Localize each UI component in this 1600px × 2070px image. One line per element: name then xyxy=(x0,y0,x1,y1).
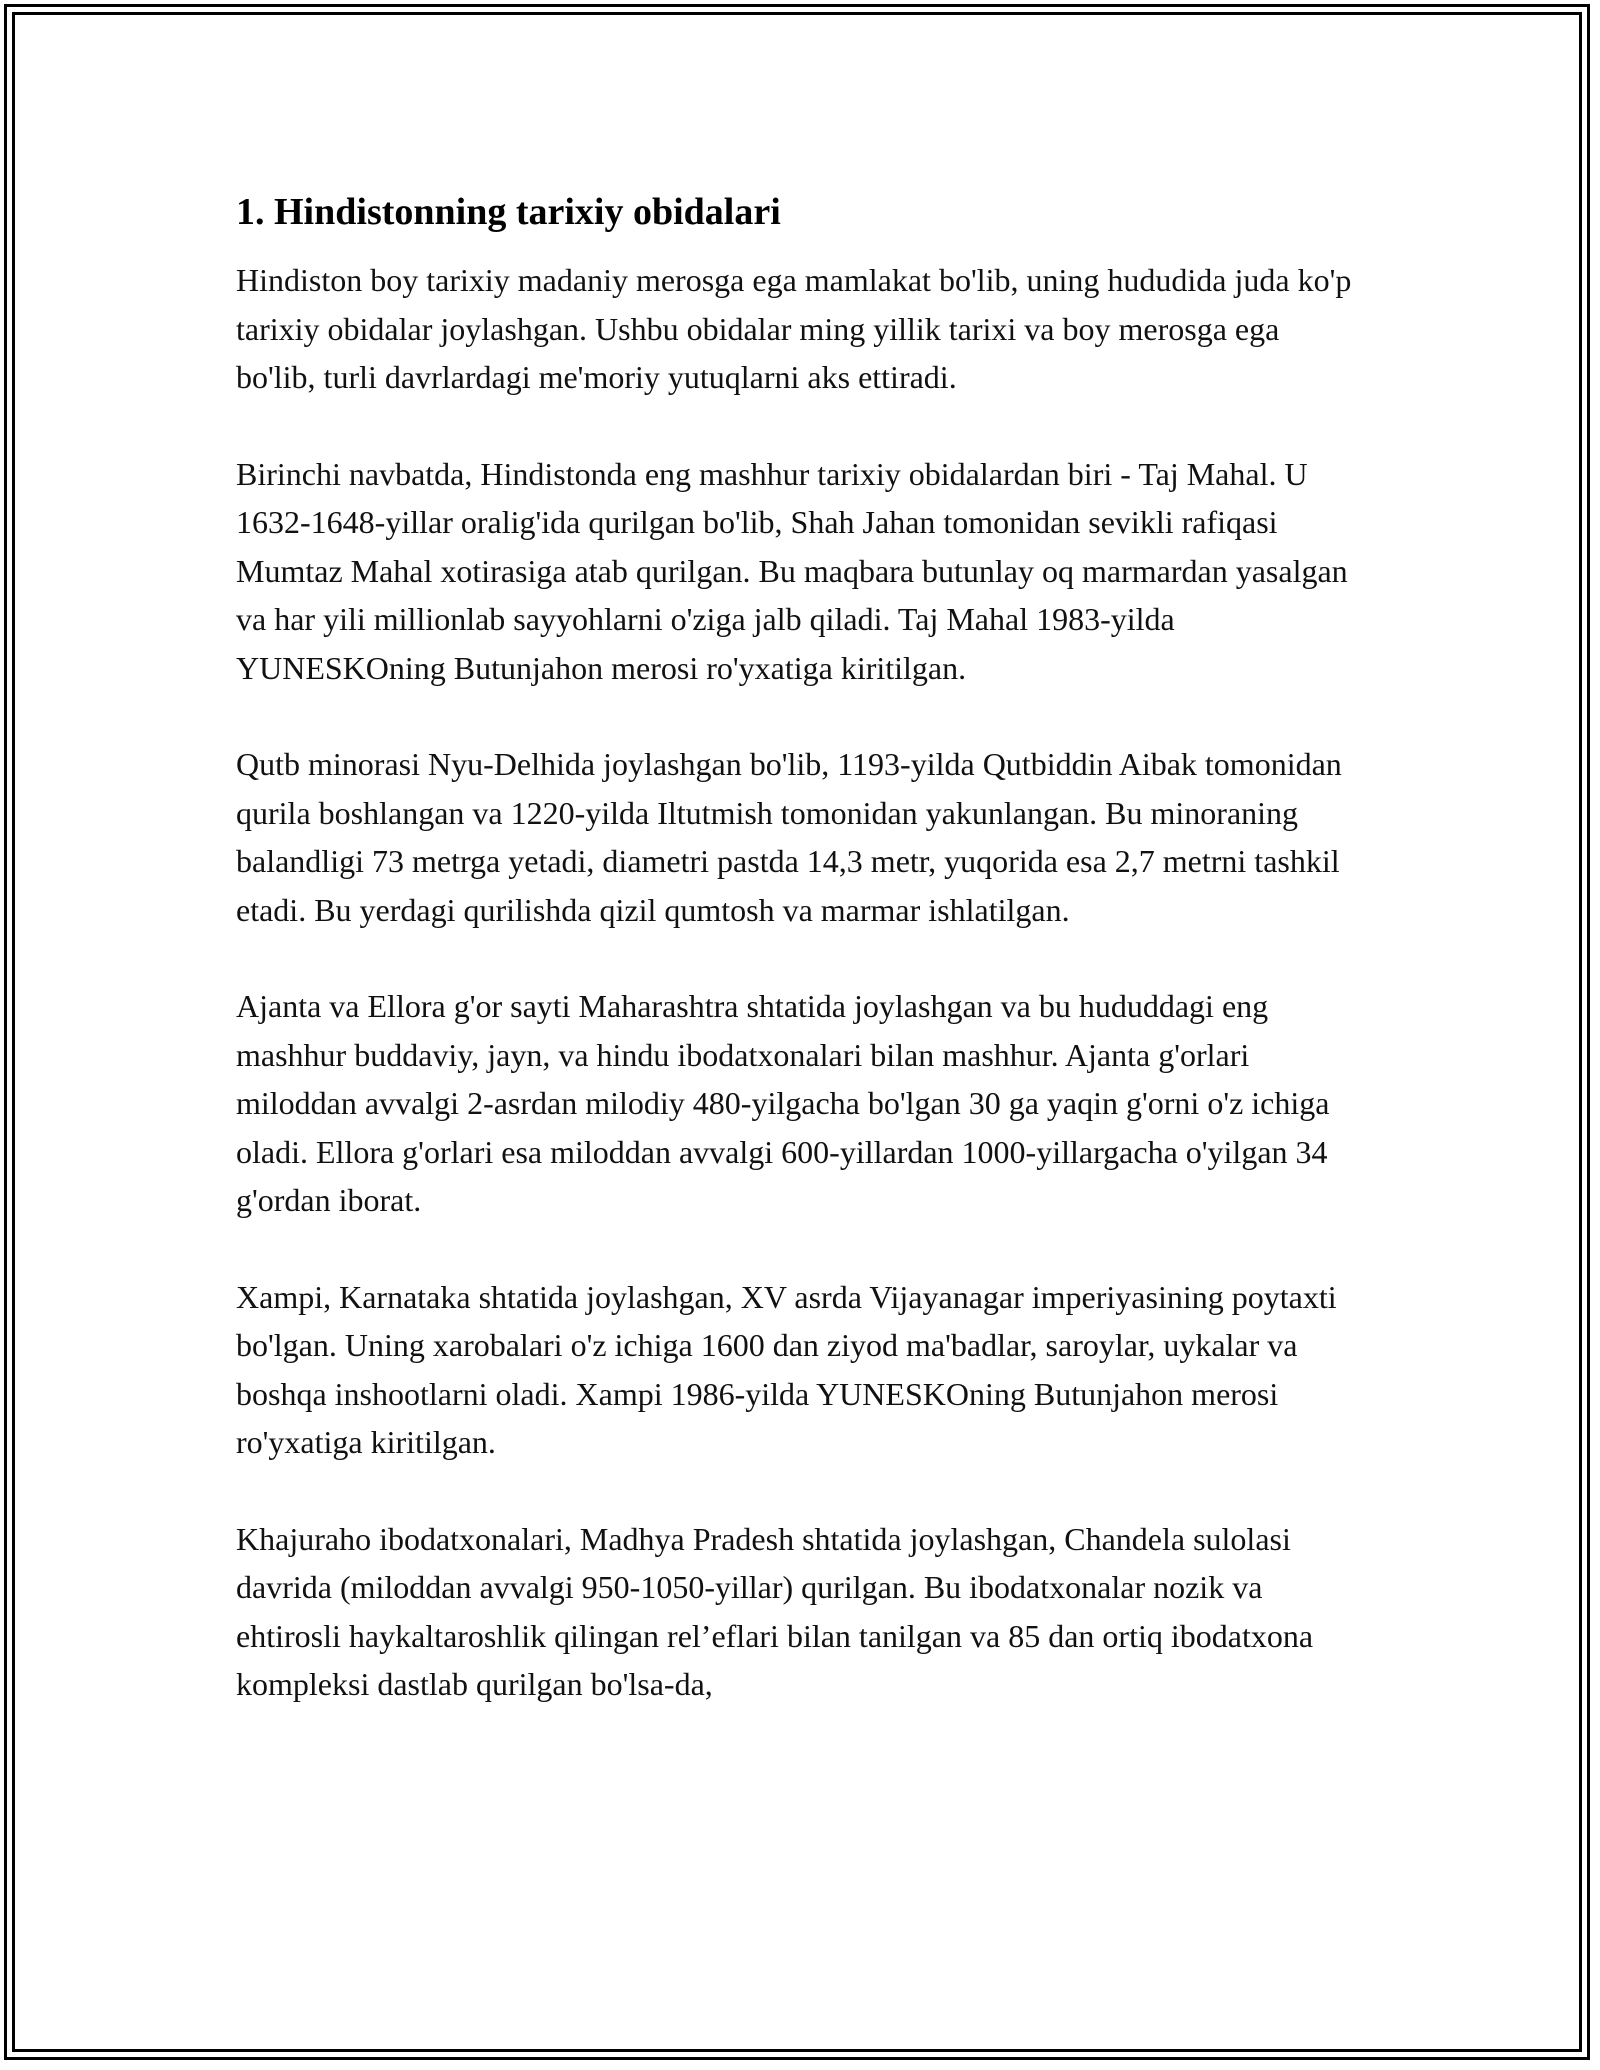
document-body xyxy=(236,188,1366,1757)
paragraph-khajuraho: Khajuraho ibodatxonalari, Madhya Pradesh shtatida joylashgan, Chandela sulolasi davrida (miloddan avvalgi 950-1050-yillar) qurilgan. Bu ibodatxonalar nozik va ehtirosli haykaltaroshlik qilingan rel’eflari bilan tanilgan va 85 dan ortiq ibodatxona kompleksi dastlab qurilgan bo'lsa-da, xyxy=(236,1520,1314,1702)
paragraph-ajanta-ellora: Ajanta va Ellora g'or sayti Maharashtra shtatida joylashgan va bu hududdagi eng mashhur buddaviy, jayn, va hindu ibodatxonalari bilan mashhur. Ajanta g'orlari miloddan avvalgi 2-asrdan milodiy 480-yilgacha bo'lgan 30 ga yaqin g'orni o'z ichiga oladi. Ellora g'orlari esa miloddan avvalgi 600-yillardan 1000-yillargacha o'yilgan 34 g'ordan iborat. xyxy=(236,988,1330,1218)
paragraph-taj-mahal: Birinchi navbatda, Hindistonda eng mashhur tarixiy obidalardan biri - Taj Mahal. U 1632-1648-yillar oralig'ida qurilgan bo'lib, Shah Jahan tomonidan sevikli rafiqasi Mumtaz Mahal xotirasiga atab qurilgan. Bu maqbara butunlay oq marmardan yasalgan va har yili millionlab sayyohlarni o'ziga jalb qiladi. Taj Mahal 1983-yilda YUNESKOning Butunjahon merosi ro'yxatiga kiritilgan. xyxy=(236,455,1348,686)
paragraph-qutb-minar: Qutb minorasi Nyu-Delhida joylashgan bo'lib, 1193-yilda Qutbiddin Aibak tomonidan qurila boshlangan va 1220-yilda Iltutmish tomonidan yakunlangan. Bu minoraning balandligi 73 metrga yetadi, diametri pastda 14,3 metr, yuqorida esa 2,7 metrni tashkil etadi. Bu yerdagi qurilishda qizil qumtosh va marmar ishlatilgan. xyxy=(236,746,1342,928)
paragraph-intro: Hindiston boy tarixiy madaniy merosga ega mamlakat bo'lib, uning hududida juda ko'p tarixiy obidalar joylashgan. Ushbu obidalar ming yillik tarixi va boy merosga ega bo'lib, turli davrlardagi me'moriy yutuqlarni aks ettiradi. xyxy=(236,262,1352,395)
paragraph-hampi: Xampi, Karnataka shtatida joylashgan, XV asrda Vijayanagar imperiyasining poytaxti bo'lgan. Uning xarobalari o'z ichiga 1600 dan ziyod ma'badlar, saroylar, uykalar va boshqa inshootlarni oladi. Xampi 1986-yilda YUNESKOning Butunjahon merosi ro'yxatiga kiritilgan. xyxy=(236,1278,1337,1460)
section-heading: 1. Hindistonning tarixiy obidalari xyxy=(236,191,781,233)
